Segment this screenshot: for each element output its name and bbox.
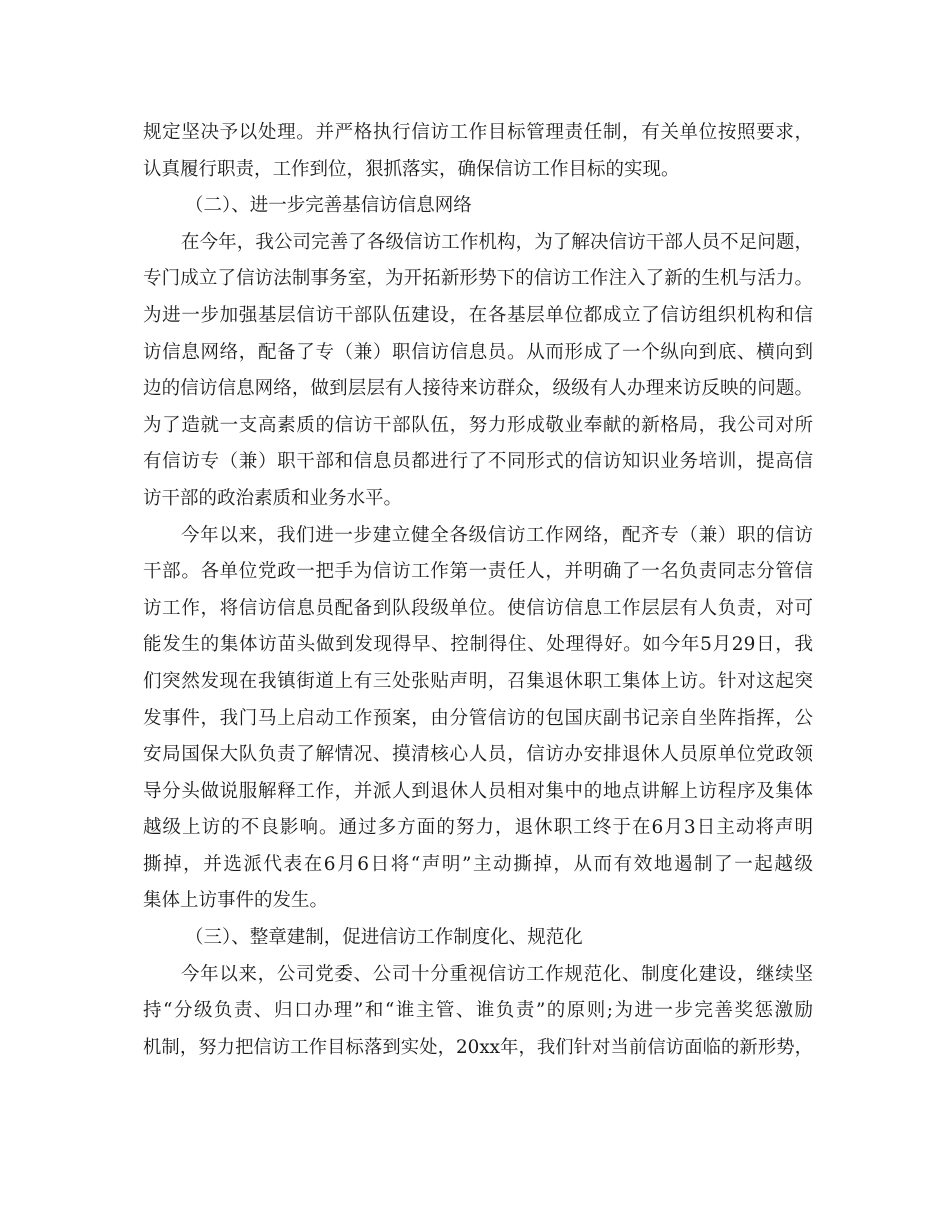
text-line: 干部。各单位党政一把手为信访工作第一责任人，并明确了一名负责同志分管信 [143,561,813,583]
text-line: 为了造就一支高素质的信访干部队伍，努力形成敬业奉献的新格局，我公司对所 [143,414,813,436]
text-line: 安局国保大队负责了解情况、摸清核心人员，信访办安排退休人员原单位党政领 [143,744,813,766]
text-line: 访信息网络，配备了专（兼）职信访信息员。从而形成了一个纵向到底、横向到 [143,341,813,363]
text-line: 为进一步加强基层信访干部队伍建设，在各基层单位都成立了信访组织机构和信 [143,304,813,326]
text-line: 机制，努力把信访工作目标落到实处，20xx年，我们针对当前信访面临的新形势， [143,1036,813,1058]
text-line: 发事件，我门马上启动工作预案，由分管信访的包国庆副书记亲自坐阵指挥，公 [143,707,813,729]
text-line: 撕掉，并选派代表在6月6日将“声明”主动撕掉，从而有效地遏制了一起越级 [143,853,813,875]
text-line: 认真履行职责，工作到位，狠抓落实，确保信访工作目标的实现。 [143,158,680,180]
text-line: 越级上访的不良影响。通过多方面的努力，退休职工终于在6月3日主动将声明 [143,817,813,839]
text-line: 能发生的集体访苗头做到发现得早、控制得住、处理得好。如今年5月29日，我 [143,634,813,656]
document-body [143,115,813,1066]
section-heading: （三）、整章建制，促进信访工作制度化、规范化 [185,927,583,949]
text-line: 边的信访信息网络，做到层层有人接待来访群众，级级有人办理来访反映的问题。 [143,378,813,400]
text-line: 们突然发现在我镇街道上有三处张贴声明，召集退休职工集体上访。针对这起突 [143,670,813,692]
section-heading: （二）、进一步完善基信访信息网络 [185,195,472,217]
paragraph-first-line: 今年以来，公司党委、公司十分重视信访工作规范化、制度化建设，继续坚 [181,963,813,985]
text-line: 专门成立了信访法制事务室，为开拓新形势下的信访工作注入了新的生机与活力。 [143,268,813,290]
text-line: 持“分级负责、归口办理”和“谁主管、谁负责”的原则;为进一步完善奖惩激励 [143,1000,813,1022]
text-line: 集体上访事件的发生。 [143,890,329,912]
paragraph-first-line: 今年以来，我们进一步建立健全各级信访工作网络，配齐专（兼）职的信访 [181,524,813,546]
text-line: 导分头做说服解释工作，并派人到退休人员相对集中的地点讲解上访程序及集体 [143,780,813,802]
text-line: 有信访专（兼）职干部和信息员都进行了不同形式的信访知识业务培训，提高信 [143,451,813,473]
text-line: 规定坚决予以处理。并严格执行信访工作目标管理责任制，有关单位按照要求， [143,122,813,143]
text-line: 访工作，将信访信息员配备到队段级单位。使信访信息工作层层有人负责，对可 [143,597,813,619]
text-line: 访干部的政治素质和业务水平。 [143,487,403,509]
paragraph-first-line: 在今年，我公司完善了各级信访工作机构，为了解决信访干部人员不足问题， [181,231,813,253]
